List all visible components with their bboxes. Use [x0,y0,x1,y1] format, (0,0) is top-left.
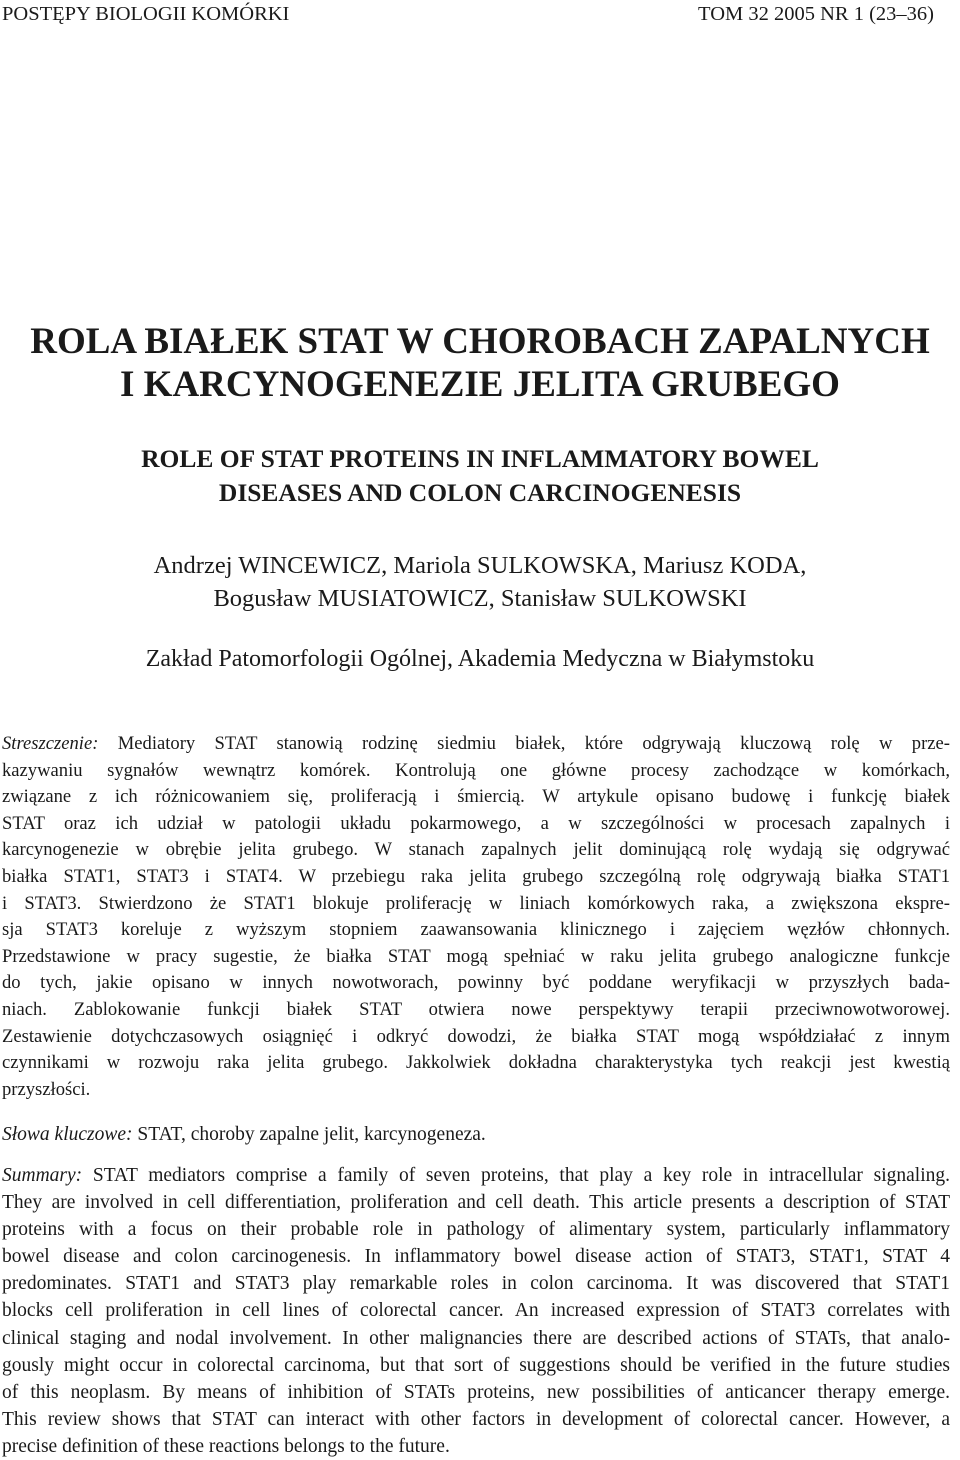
author-line: Andrzej WINCEWICZ, Mariola SULKOWSKA, Mariusz KODA, [153,552,807,579]
abstract-line: przyszłości. [2,1078,91,1100]
abstract-line: do tych, jakie opisano w innych nowotworach, powinny być poddane weryfikacji w przyszłych bada- [2,972,950,994]
keywords-line [2,1121,950,1148]
abstract-line: kazywaniu sygnałów wewnątrz komórek. Kontrolują one główne procesy zachodzące w komórkach, [2,759,950,781]
title-polish-line: I KARCYNOGENEZIE JELITA GRUBEGO [120,364,840,405]
keywords-text: STAT, choroby zapalne jelit, karcynogeneza. [132,1124,486,1145]
title-polish-line: ROLA BIAŁEK STAT W CHOROBACH ZAPALNYCH [30,321,930,362]
summary-text: STAT mediators comprise a family of seven proteins, that play a key role in intracellular signaling. [82,1165,950,1186]
journal-name: POSTĘPY BIOLOGII KOMÓRKI [2,3,290,25]
title-english-line: DISEASES AND COLON CARCINOGENESIS [218,478,742,507]
abstract-line: czynnikami w rozwoju raka jelita grubego. Jakkolwiek dokładna charakterystyka tych reakcji jest kwestią [2,1052,950,1074]
abstract-line: związane z ich różnicowaniem się, proliferacją i śmiercią. W artykule opisano budowę i funkcję białek [2,786,950,808]
title-polish [0,320,960,406]
abstract-line: i STAT3. Stwierdzono że STAT1 blokuje proliferację w liniach komórkowych raka, a zwiększona ekspre- [2,892,950,914]
author-list [0,549,960,615]
title-english [0,442,960,510]
abstract-polish [2,731,950,1103]
summary-line: precise definition of these reactions belongs to the future. [2,1435,450,1457]
abstract-line: Przedstawione w pracy sugestie, że białka STAT mogą spełniać w raku jelita grubego analogiczne funkcje [2,945,950,967]
author-line: Bogusław MUSIATOWICZ, Stanisław SULKOWSKI [213,585,747,612]
summary-line: This review shows that STAT can interact with other factors in development of colorectal cancer. However, a [2,1408,950,1430]
keywords [2,1121,950,1148]
summary-line: of this neoplasm. By means of inhibition of STATs proteins, new possibilities of anticancer therapy emerge. [2,1381,950,1403]
issue-info: TOM 32 2005 NR 1 (23–36) [698,3,934,25]
summary-line: clinical staging and nodal involvement. In other malignancies there are described actions of STATs, that analo- [2,1327,950,1349]
summary-line: blocks cell proliferation in cell lines of colorectal cancer. An increased expression of STAT3 correlates with [2,1300,950,1322]
abstract-line: STAT oraz ich udział w patologii układu pokarmowego, a w szczególności w procesach zapalnych i [2,812,950,834]
summary-line: proteins with a focus on their probable role in pathology of alimentary system, particularly inflammatory [2,1219,950,1241]
abstract-line: niach. Zablokowanie funkcji białek STAT otwiera nowe perspektywy terapii przeciwnowotworowej. [2,998,950,1020]
summary-line: They are involved in cell differentiation, proliferation and cell death. This article presents a description of STAT [2,1192,950,1214]
abstract-line: sja STAT3 koreluje z wyższym stopniem zaawansowania klinicznego i zajęciem węzłów chłonnych. [2,919,950,941]
summary-line: gously might occur in colorectal carcinoma, but that sort of suggestions should be verified in the future studies [2,1354,950,1376]
title-english-line: ROLE OF STAT PROTEINS IN INFLAMMATORY BOWEL [141,444,819,473]
summary-label: Summary: [2,1165,83,1186]
summary-line: bowel disease and colon carcinogenesis. In inflammatory bowel disease action of STAT3, STAT1, STAT 4 [2,1246,950,1268]
summary-line [2,1162,950,1189]
abstract-line: karcynogenezie w obrębie jelita grubego. W stanach zapalnych jelit dominującą rolę wydają się odgrywać [2,839,950,861]
affiliation: Zakład Patomorfologii Ogólnej, Akademia Medyczna w Białymstoku [145,646,815,672]
abstract-text: Mediatory STAT stanowią rodzinę siedmiu białek, które odgrywają kluczową rolę w prze- [98,733,950,754]
keywords-label: Słowa kluczowe: [2,1124,133,1145]
abstract-line: Zestawienie dotychczasowych osiągnięć i odkryć dowodzi, że białka STAT mogą współdziałać z innym [2,1025,950,1047]
summary-line: predominates. STAT1 and STAT3 play remarkable roles in colon carcinoma. It was discovered that STAT1 [2,1273,950,1295]
abstract-line [2,731,950,758]
abstract-label: Streszczenie: [2,733,99,754]
abstract-english [2,1162,950,1460]
running-header [2,2,934,26]
abstract-line: białka STAT1, STAT3 i STAT4. W przebiegu raka jelita grubego szczególną rolę odgrywają białka STAT1 [2,865,950,887]
